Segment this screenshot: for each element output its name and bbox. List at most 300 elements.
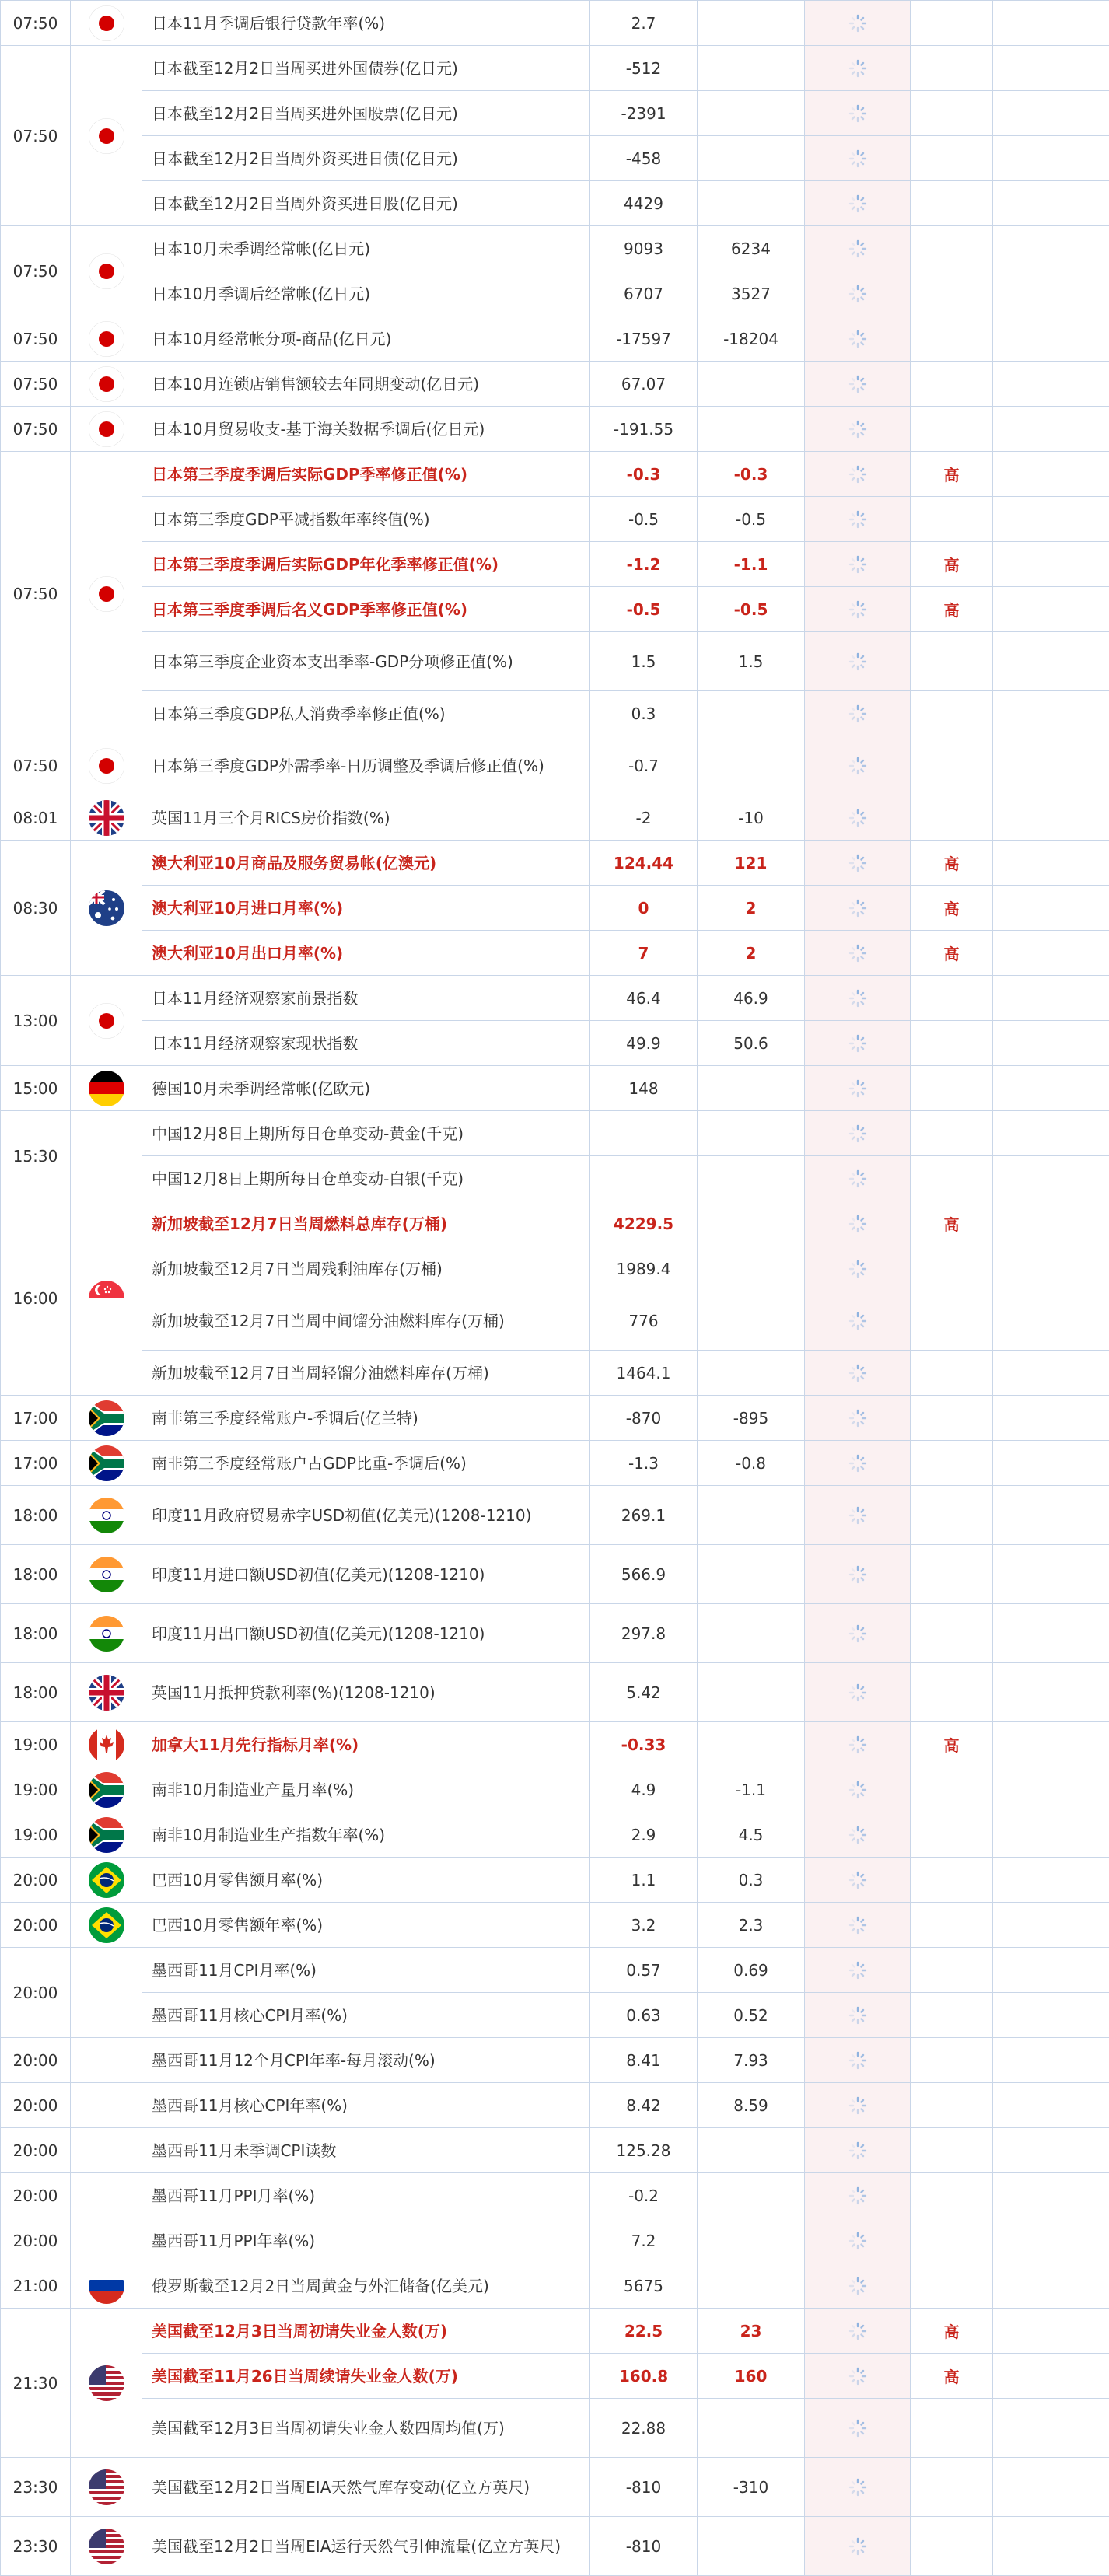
importance-badge [911, 181, 993, 226]
loading-spinner-icon [848, 1565, 867, 1584]
time-cell: 20:00 [1, 1948, 71, 2038]
forecast-value: -10 [698, 795, 805, 841]
forecast-value: 7.93 [698, 2038, 805, 2083]
event-row[interactable] [1, 316, 1109, 362]
time-cell: 20:00 [1, 2173, 71, 2218]
uk-flag-icon [89, 1675, 124, 1711]
time-cell: 21:00 [1, 2263, 71, 2309]
forecast-value [698, 2263, 805, 2309]
event-row[interactable] [1, 795, 1109, 841]
event-name: 墨西哥11月PPI年率(%) [142, 2218, 590, 2263]
event-name: 新加坡截至12月7日当周燃料总库存(万桶) [142, 1201, 590, 1246]
event-row[interactable] [1, 2399, 1109, 2458]
previous-value: 22.88 [590, 2399, 698, 2458]
empty-cell [993, 2458, 1109, 2517]
event-name: 日本10月季调后经常帐(亿日元) [142, 271, 590, 316]
event-row[interactable] [1, 1111, 1109, 1156]
loading-spinner-icon [848, 1454, 867, 1473]
event-row[interactable] [1, 2083, 1109, 2128]
empty-cell [993, 226, 1109, 271]
event-row[interactable] [1, 1545, 1109, 1604]
event-row-important[interactable] [1, 587, 1109, 632]
empty-cell [993, 2309, 1109, 2354]
event-name: 日本11月经济观察家前景指数 [142, 976, 590, 1021]
time-cell: 07:50 [1, 736, 71, 795]
forecast-value: -0.3 [698, 452, 805, 497]
event-row[interactable] [1, 1948, 1109, 1993]
actual-value-cell [805, 1486, 911, 1545]
canada-flag-icon [89, 1727, 124, 1763]
event-name: 印度11月出口额USD初值(亿美元)(1208-1210) [142, 1604, 590, 1663]
flag-cell [71, 2128, 142, 2173]
event-row-important[interactable] [1, 931, 1109, 976]
importance-badge [911, 1441, 993, 1486]
empty-cell [993, 2399, 1109, 2458]
importance-badge [911, 795, 993, 841]
actual-value-cell [805, 2083, 911, 2128]
event-row[interactable] [1, 1604, 1109, 1663]
importance-badge [911, 2399, 993, 2458]
actual-value-cell [805, 1111, 911, 1156]
event-row-important[interactable] [1, 841, 1109, 886]
loading-spinner-icon [848, 1916, 867, 1935]
flag-cell [71, 795, 142, 841]
previous-value: -191.55 [590, 407, 698, 452]
event-row[interactable] [1, 976, 1109, 1021]
previous-value: 8.41 [590, 2038, 698, 2083]
event-row-important[interactable] [1, 2309, 1109, 2354]
loading-spinner-icon [848, 465, 867, 484]
event-name: 日本截至12月2日当周外资买进日债(亿日元) [142, 136, 590, 181]
event-row[interactable] [1, 1156, 1109, 1201]
loading-spinner-icon [848, 2096, 867, 2115]
event-row[interactable] [1, 136, 1109, 181]
event-row[interactable] [1, 736, 1109, 795]
actual-value-cell [805, 1, 911, 46]
flag-cell [71, 2309, 142, 2458]
empty-cell [993, 2517, 1109, 2576]
event-row[interactable] [1, 1441, 1109, 1486]
forecast-value: 6234 [698, 226, 805, 271]
empty-cell [993, 1903, 1109, 1948]
flag-cell [71, 2173, 142, 2218]
event-name: 美国截至12月3日当周初请失业金人数(万) [142, 2309, 590, 2354]
empty-cell [993, 1993, 1109, 2038]
importance-badge [911, 1396, 993, 1441]
loading-spinner-icon [848, 104, 867, 123]
importance-badge [911, 2218, 993, 2263]
actual-value-cell [805, 1291, 911, 1351]
event-name: 中国12月8日上期所每日仓单变动-黄金(千克) [142, 1111, 590, 1156]
empty-cell [993, 1351, 1109, 1396]
loading-spinner-icon [848, 194, 867, 213]
loading-spinner-icon [848, 809, 867, 827]
flag-cell [71, 2458, 142, 2517]
time-cell: 19:00 [1, 1767, 71, 1812]
empty-cell [993, 136, 1109, 181]
event-row[interactable] [1, 1812, 1109, 1858]
event-name: 南非第三季度经常账户-季调后(亿兰特) [142, 1396, 590, 1441]
singapore-flag-icon [89, 1281, 124, 1316]
previous-value: 9093 [590, 226, 698, 271]
event-name: 日本第三季度GDP私人消费季率修正值(%) [142, 691, 590, 736]
previous-value: 46.4 [590, 976, 698, 1021]
event-row[interactable] [1, 2263, 1109, 2309]
forecast-value [698, 46, 805, 91]
event-row[interactable] [1, 691, 1109, 736]
forecast-value [698, 2218, 805, 2263]
event-row[interactable] [1, 226, 1109, 271]
previous-value: -0.7 [590, 736, 698, 795]
event-row-important[interactable] [1, 1722, 1109, 1767]
forecast-value [698, 1486, 805, 1545]
event-row[interactable] [1, 91, 1109, 136]
event-row-important[interactable] [1, 542, 1109, 587]
forecast-value [698, 2399, 805, 2458]
forecast-value [698, 181, 805, 226]
flag-cell [71, 1722, 142, 1767]
event-row[interactable] [1, 497, 1109, 542]
event-row[interactable] [1, 1246, 1109, 1291]
actual-value-cell [805, 1903, 911, 1948]
flag-cell [71, 46, 142, 226]
empty-cell [993, 271, 1109, 316]
previous-value: 566.9 [590, 1545, 698, 1604]
importance-badge: 高 [911, 542, 993, 587]
event-row[interactable] [1, 1291, 1109, 1351]
empty-cell [993, 362, 1109, 407]
time-cell: 20:00 [1, 2218, 71, 2263]
event-row[interactable] [1, 407, 1109, 452]
previous-value: -0.5 [590, 587, 698, 632]
importance-badge [911, 1545, 993, 1604]
japan-flag-icon [89, 366, 124, 402]
japan-flag-icon [89, 253, 124, 289]
empty-cell [993, 2218, 1109, 2263]
flag-cell [71, 2038, 142, 2083]
time-cell: 20:00 [1, 2083, 71, 2128]
previous-value: 1464.1 [590, 1351, 698, 1396]
previous-value: -2 [590, 795, 698, 841]
empty-cell [993, 1812, 1109, 1858]
importance-badge [911, 2038, 993, 2083]
event-row-important[interactable] [1, 452, 1109, 497]
time-cell: 07:50 [1, 226, 71, 316]
event-row[interactable] [1, 1903, 1109, 1948]
time-cell: 07:50 [1, 407, 71, 452]
loading-spinner-icon [848, 2186, 867, 2205]
time-cell: 17:00 [1, 1441, 71, 1486]
empty-cell [993, 1604, 1109, 1663]
empty-cell [993, 1156, 1109, 1201]
time-cell: 23:30 [1, 2458, 71, 2517]
actual-value-cell [805, 1663, 911, 1722]
event-name: 澳大利亚10月出口月率(%) [142, 931, 590, 976]
empty-cell [993, 2038, 1109, 2083]
forecast-value [698, 691, 805, 736]
event-row[interactable] [1, 1351, 1109, 1396]
previous-value [590, 1156, 698, 1201]
previous-value: 7 [590, 931, 698, 976]
russia-flag-icon [89, 2268, 124, 2304]
forecast-value: 2.3 [698, 1903, 805, 1948]
germany-flag-icon [89, 1071, 124, 1106]
empty-cell [993, 976, 1109, 1021]
event-row[interactable] [1, 1066, 1109, 1111]
event-name: 印度11月进口额USD初值(亿美元)(1208-1210) [142, 1545, 590, 1604]
flag-cell [71, 2517, 142, 2576]
loading-spinner-icon [848, 854, 867, 872]
importance-badge [911, 407, 993, 452]
time-cell: 23:30 [1, 2517, 71, 2576]
india-flag-icon [89, 1557, 124, 1592]
india-flag-icon [89, 1616, 124, 1652]
forecast-value [698, 1111, 805, 1156]
importance-badge [911, 316, 993, 362]
previous-value: 0 [590, 886, 698, 931]
loading-spinner-icon [848, 2419, 867, 2438]
forecast-value [698, 2173, 805, 2218]
actual-value-cell [805, 1948, 911, 1993]
importance-badge [911, 1903, 993, 1948]
event-row-important[interactable] [1, 1201, 1109, 1246]
event-name: 新加坡截至12月7日当周轻馏分油燃料库存(万桶) [142, 1351, 590, 1396]
loading-spinner-icon [848, 1781, 867, 1799]
importance-badge [911, 1111, 993, 1156]
empty-cell [993, 1722, 1109, 1767]
south-africa-flag-icon [89, 1400, 124, 1436]
empty-cell [993, 795, 1109, 841]
forecast-value: 50.6 [698, 1021, 805, 1066]
previous-value: -17597 [590, 316, 698, 362]
previous-value: 269.1 [590, 1486, 698, 1545]
forecast-value [698, 1351, 805, 1396]
forecast-value [698, 362, 805, 407]
previous-value: -810 [590, 2458, 698, 2517]
loading-spinner-icon [848, 1215, 867, 1233]
importance-badge [911, 1066, 993, 1111]
previous-value: 5.42 [590, 1663, 698, 1722]
forecast-value: 160 [698, 2354, 805, 2399]
forecast-value [698, 407, 805, 452]
event-row-important[interactable] [1, 886, 1109, 931]
actual-value-cell [805, 691, 911, 736]
time-cell: 19:00 [1, 1812, 71, 1858]
loading-spinner-icon [848, 2006, 867, 2025]
loading-spinner-icon [848, 555, 867, 574]
flag-cell [71, 1201, 142, 1396]
event-row[interactable] [1, 2458, 1109, 2517]
actual-value-cell [805, 841, 911, 886]
empty-cell [993, 1066, 1109, 1111]
forecast-value [698, 136, 805, 181]
previous-value: 4229.5 [590, 1201, 698, 1246]
loading-spinner-icon [848, 14, 867, 33]
actual-value-cell [805, 497, 911, 542]
event-name: 墨西哥11月核心CPI年率(%) [142, 2083, 590, 2128]
importance-badge [911, 2173, 993, 2218]
empty-cell [993, 1291, 1109, 1351]
event-name: 加拿大11月先行指标月率(%) [142, 1722, 590, 1767]
loading-spinner-icon [848, 704, 867, 723]
event-name: 巴西10月零售额年率(%) [142, 1903, 590, 1948]
importance-badge [911, 1021, 993, 1066]
event-row[interactable] [1, 1486, 1109, 1545]
time-cell: 07:50 [1, 1, 71, 46]
actual-value-cell [805, 542, 911, 587]
empty-cell [993, 91, 1109, 136]
previous-value: 160.8 [590, 2354, 698, 2399]
time-cell: 15:00 [1, 1066, 71, 1111]
flag-cell [71, 841, 142, 976]
loading-spinner-icon [848, 1260, 867, 1278]
importance-badge [911, 1767, 993, 1812]
forecast-value [698, 1246, 805, 1291]
previous-value [590, 1111, 698, 1156]
previous-value: 2.7 [590, 1, 698, 46]
forecast-value [698, 91, 805, 136]
time-cell: 17:00 [1, 1396, 71, 1441]
importance-badge [911, 2458, 993, 2517]
importance-badge [911, 271, 993, 316]
event-row[interactable] [1, 1, 1109, 46]
previous-value: -2391 [590, 91, 698, 136]
time-cell: 16:00 [1, 1201, 71, 1396]
event-name: 德国10月未季调经常帐(亿欧元) [142, 1066, 590, 1111]
empty-cell [993, 1767, 1109, 1812]
forecast-value: -310 [698, 2458, 805, 2517]
time-cell: 18:00 [1, 1663, 71, 1722]
importance-badge [911, 1948, 993, 1993]
time-cell: 20:00 [1, 1858, 71, 1903]
loading-spinner-icon [848, 2232, 867, 2250]
actual-value-cell [805, 362, 911, 407]
loading-spinner-icon [848, 1079, 867, 1098]
event-row[interactable] [1, 46, 1109, 91]
event-row[interactable] [1, 1021, 1109, 1066]
importance-badge [911, 2517, 993, 2576]
importance-badge [911, 736, 993, 795]
previous-value: -1.3 [590, 1441, 698, 1486]
actual-value-cell [805, 2218, 911, 2263]
event-name: 日本第三季度GDP平减指数年率终值(%) [142, 497, 590, 542]
japan-flag-icon [89, 748, 124, 784]
japan-flag-icon [89, 576, 124, 612]
calendar-body [1, 1, 1109, 2576]
event-name: 英国11月抵押贷款利率(%)(1208-1210) [142, 1663, 590, 1722]
empty-cell [993, 452, 1109, 497]
flag-cell [71, 1486, 142, 1545]
event-row[interactable] [1, 1858, 1109, 1903]
event-row[interactable] [1, 1767, 1109, 1812]
time-cell: 08:30 [1, 841, 71, 976]
importance-badge [911, 1156, 993, 1201]
event-row[interactable] [1, 2517, 1109, 2576]
forecast-value [698, 1545, 805, 1604]
importance-badge [911, 362, 993, 407]
loading-spinner-icon [848, 2277, 867, 2295]
actual-value-cell [805, 452, 911, 497]
japan-flag-icon [89, 321, 124, 357]
actual-value-cell [805, 632, 911, 691]
loading-spinner-icon [848, 149, 867, 168]
forecast-value [698, 736, 805, 795]
empty-cell [993, 931, 1109, 976]
actual-value-cell [805, 181, 911, 226]
actual-value-cell [805, 1156, 911, 1201]
forecast-value [698, 1604, 805, 1663]
forecast-value [698, 1201, 805, 1246]
event-row[interactable] [1, 2128, 1109, 2173]
actual-value-cell [805, 1441, 911, 1486]
event-name: 墨西哥11月12个月CPI年率-每月滚动(%) [142, 2038, 590, 2083]
forecast-value: -18204 [698, 316, 805, 362]
importance-badge: 高 [911, 587, 993, 632]
loading-spinner-icon [848, 1364, 867, 1382]
event-name: 日本第三季度季调后实际GDP年化季率修正值(%) [142, 542, 590, 587]
loading-spinner-icon [848, 1312, 867, 1330]
forecast-value [698, 1066, 805, 1111]
importance-badge [911, 1246, 993, 1291]
previous-value: -458 [590, 136, 698, 181]
event-name: 俄罗斯截至12月2日当周黄金与外汇储备(亿美元) [142, 2263, 590, 2309]
flag-cell [71, 1812, 142, 1858]
event-name: 南非10月制造业生产指数年率(%) [142, 1812, 590, 1858]
event-row[interactable] [1, 1663, 1109, 1722]
actual-value-cell [805, 795, 911, 841]
event-row[interactable] [1, 1396, 1109, 1441]
event-row[interactable] [1, 2173, 1109, 2218]
event-row-important[interactable] [1, 2354, 1109, 2399]
importance-badge [911, 976, 993, 1021]
event-row[interactable] [1, 271, 1109, 316]
empty-cell [993, 2354, 1109, 2399]
actual-value-cell [805, 226, 911, 271]
time-cell: 07:50 [1, 46, 71, 226]
previous-value: 776 [590, 1291, 698, 1351]
event-row[interactable] [1, 2038, 1109, 2083]
importance-badge [911, 226, 993, 271]
event-row[interactable] [1, 2218, 1109, 2263]
actual-value-cell [805, 91, 911, 136]
event-row[interactable] [1, 362, 1109, 407]
forecast-value: 23 [698, 2309, 805, 2354]
event-row[interactable] [1, 181, 1109, 226]
event-row[interactable] [1, 1993, 1109, 2038]
empty-cell [993, 1111, 1109, 1156]
previous-value: 124.44 [590, 841, 698, 886]
event-name: 日本10月未季调经常帐(亿日元) [142, 226, 590, 271]
actual-value-cell [805, 2354, 911, 2399]
forecast-value: 121 [698, 841, 805, 886]
forecast-value: 0.69 [698, 1948, 805, 1993]
event-row[interactable] [1, 632, 1109, 691]
event-name: 澳大利亚10月商品及服务贸易帐(亿澳元) [142, 841, 590, 886]
time-cell: 08:01 [1, 795, 71, 841]
empty-cell [993, 542, 1109, 587]
forecast-value: 2 [698, 931, 805, 976]
loading-spinner-icon [848, 2051, 867, 2070]
loading-spinner-icon [848, 1124, 867, 1143]
loading-spinner-icon [848, 1506, 867, 1525]
loading-spinner-icon [848, 2322, 867, 2340]
flag-cell [71, 976, 142, 1066]
loading-spinner-icon [848, 375, 867, 393]
event-name: 墨西哥11月未季调CPI读数 [142, 2128, 590, 2173]
time-cell: 18:00 [1, 1604, 71, 1663]
importance-badge: 高 [911, 2309, 993, 2354]
forecast-value [698, 1663, 805, 1722]
